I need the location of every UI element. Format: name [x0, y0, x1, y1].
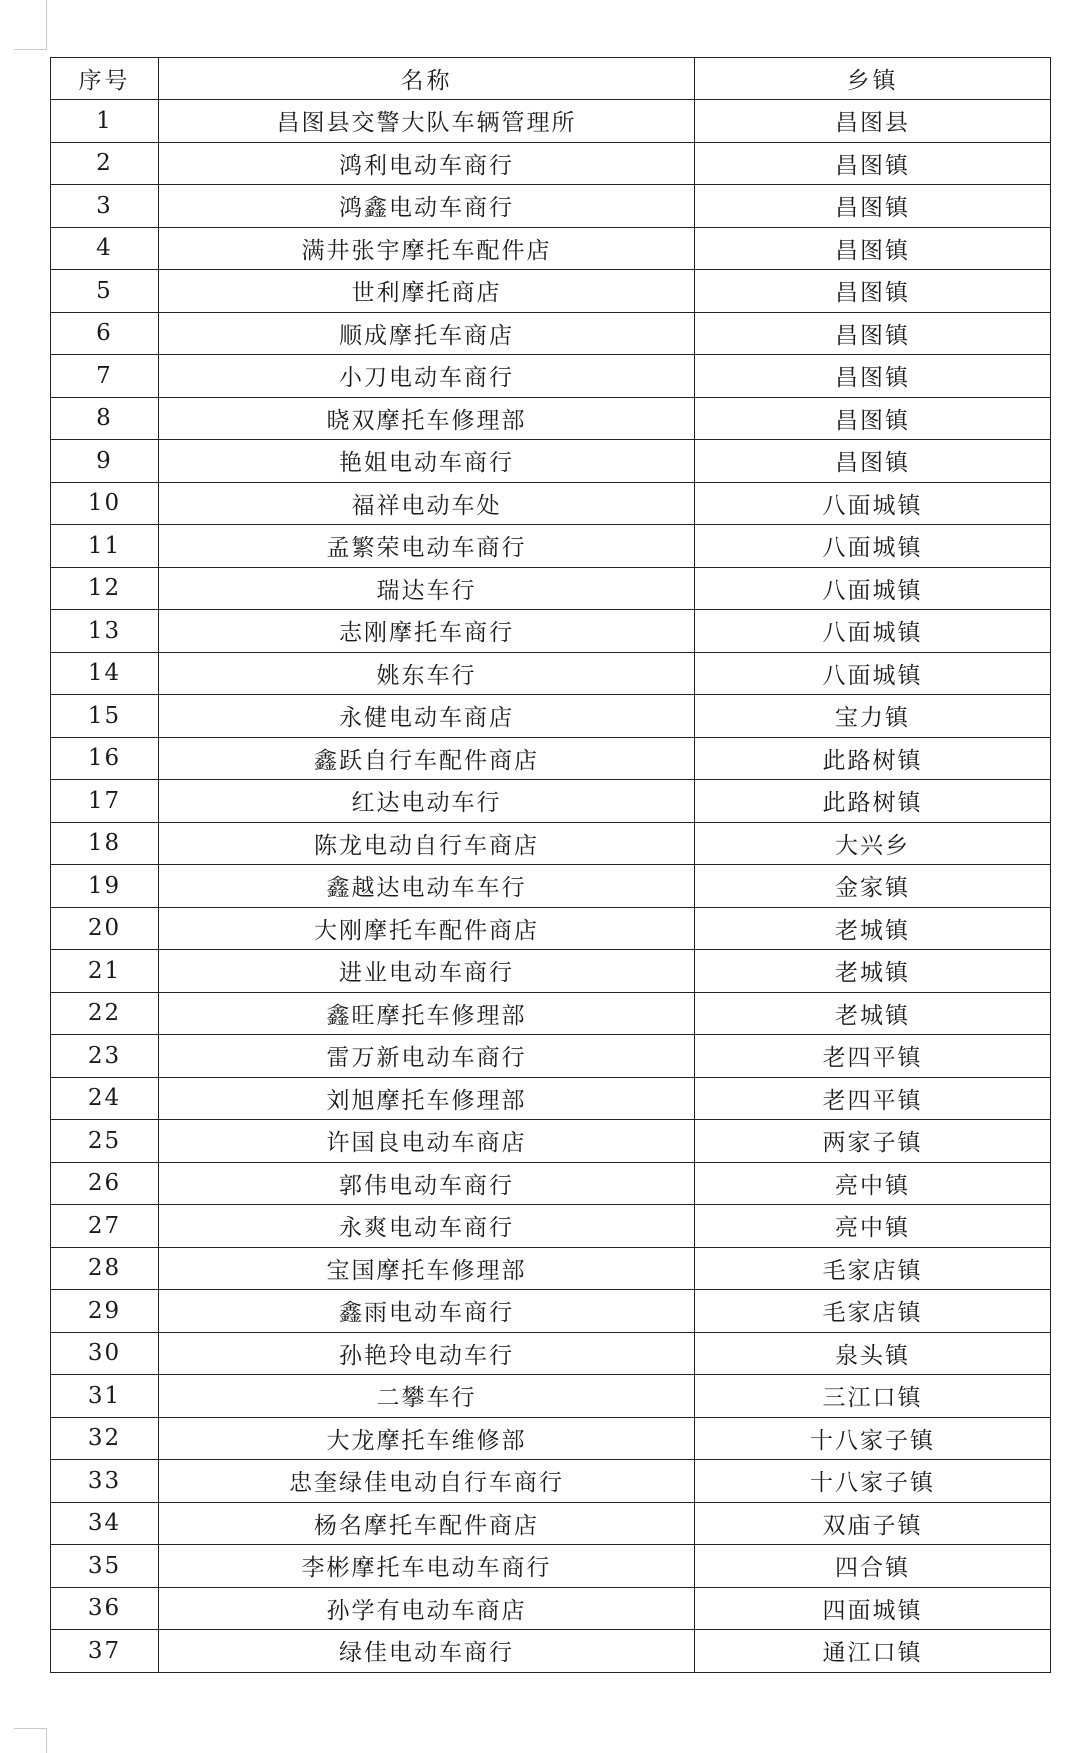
cell-no: 24 — [51, 1077, 159, 1120]
cell-name: 志刚摩托车商行 — [159, 610, 695, 653]
table-row — [51, 270, 1051, 313]
cell-town: 十八家子镇 — [695, 1417, 1051, 1460]
cell-name: 进业电动车商行 — [159, 950, 695, 993]
header-name: 名称 — [159, 58, 695, 100]
cell-no: 17 — [51, 780, 159, 823]
table-row — [51, 1077, 1051, 1120]
cell-town: 大兴乡 — [695, 822, 1051, 865]
cell-name: 大刚摩托车配件商店 — [159, 907, 695, 950]
table-row — [51, 865, 1051, 908]
cell-no: 28 — [51, 1247, 159, 1290]
table-row — [51, 482, 1051, 525]
table-row — [51, 227, 1051, 270]
cell-no: 7 — [51, 355, 159, 398]
cell-town: 三江口镇 — [695, 1375, 1051, 1418]
cell-town: 亮中镇 — [695, 1162, 1051, 1205]
table-row — [51, 1545, 1051, 1588]
cell-name: 鸿鑫电动车商行 — [159, 185, 695, 228]
table-row — [51, 1502, 1051, 1545]
cell-town: 八面城镇 — [695, 567, 1051, 610]
cell-town: 昌图镇 — [695, 227, 1051, 270]
cell-name: 刘旭摩托车修理部 — [159, 1077, 695, 1120]
cell-name: 艳姐电动车商行 — [159, 440, 695, 483]
cell-no: 11 — [51, 525, 159, 568]
cell-no: 30 — [51, 1332, 159, 1375]
cell-town: 两家子镇 — [695, 1120, 1051, 1163]
cell-no: 1 — [51, 100, 159, 143]
table-row — [51, 440, 1051, 483]
cell-name: 顺成摩托车商店 — [159, 312, 695, 355]
cell-no: 19 — [51, 865, 159, 908]
cell-name: 鑫越达电动车车行 — [159, 865, 695, 908]
cell-name: 鑫跃自行车配件商店 — [159, 737, 695, 780]
table-row — [51, 312, 1051, 355]
cell-town: 双庙子镇 — [695, 1502, 1051, 1545]
cell-town: 此路树镇 — [695, 780, 1051, 823]
cell-town: 四合镇 — [695, 1545, 1051, 1588]
table-row — [51, 1247, 1051, 1290]
cell-name: 孟繁荣电动车商行 — [159, 525, 695, 568]
cell-town: 老四平镇 — [695, 1077, 1051, 1120]
header-row — [51, 58, 1051, 100]
table-row — [51, 1205, 1051, 1248]
cell-town: 八面城镇 — [695, 652, 1051, 695]
table-row — [51, 1417, 1051, 1460]
cell-town: 亮中镇 — [695, 1205, 1051, 1248]
cell-town: 此路树镇 — [695, 737, 1051, 780]
cell-town: 昌图镇 — [695, 355, 1051, 398]
cell-name: 红达电动车行 — [159, 780, 695, 823]
cell-town: 昌图县 — [695, 100, 1051, 143]
cell-no: 31 — [51, 1375, 159, 1418]
cell-name: 福祥电动车处 — [159, 482, 695, 525]
cell-town: 毛家店镇 — [695, 1247, 1051, 1290]
cell-town: 宝力镇 — [695, 695, 1051, 738]
cell-town: 八面城镇 — [695, 610, 1051, 653]
cell-town: 昌图镇 — [695, 440, 1051, 483]
cell-town: 昌图镇 — [695, 270, 1051, 313]
cell-town: 昌图镇 — [695, 142, 1051, 185]
cell-town: 老四平镇 — [695, 1035, 1051, 1078]
cell-town: 八面城镇 — [695, 482, 1051, 525]
cell-name: 鸿利电动车商行 — [159, 142, 695, 185]
table-row — [51, 1162, 1051, 1205]
cell-no: 27 — [51, 1205, 159, 1248]
table-row — [51, 567, 1051, 610]
cell-name: 许国良电动车商店 — [159, 1120, 695, 1163]
cell-town: 昌图镇 — [695, 185, 1051, 228]
cell-no: 2 — [51, 142, 159, 185]
table-row — [51, 992, 1051, 1035]
cell-name: 陈龙电动自行车商店 — [159, 822, 695, 865]
cell-no: 6 — [51, 312, 159, 355]
table-row — [51, 780, 1051, 823]
cell-name: 世利摩托商店 — [159, 270, 695, 313]
header-no: 序号 — [51, 58, 159, 100]
cell-no: 33 — [51, 1460, 159, 1503]
cell-town: 昌图镇 — [695, 312, 1051, 355]
table-row — [51, 907, 1051, 950]
cell-name: 小刀电动车商行 — [159, 355, 695, 398]
table-row — [51, 695, 1051, 738]
cell-no: 14 — [51, 652, 159, 695]
cell-name: 忠奎绿佳电动自行车商行 — [159, 1460, 695, 1503]
table-row — [51, 355, 1051, 398]
cell-no: 12 — [51, 567, 159, 610]
cell-town: 昌图镇 — [695, 397, 1051, 440]
table-row — [51, 1587, 1051, 1630]
cell-town: 毛家店镇 — [695, 1290, 1051, 1333]
table-row — [51, 185, 1051, 228]
cell-name: 姚东车行 — [159, 652, 695, 695]
table-body — [51, 100, 1051, 1673]
table-row — [51, 652, 1051, 695]
cell-no: 18 — [51, 822, 159, 865]
table-header — [51, 58, 1051, 100]
store-table — [50, 57, 1051, 1673]
cell-name: 宝国摩托车修理部 — [159, 1247, 695, 1290]
cell-town: 金家镇 — [695, 865, 1051, 908]
cell-no: 37 — [51, 1630, 159, 1673]
table-row — [51, 1630, 1051, 1673]
table-row — [51, 1035, 1051, 1078]
table-row — [51, 100, 1051, 143]
cell-name: 大龙摩托车维修部 — [159, 1417, 695, 1460]
cell-town: 八面城镇 — [695, 525, 1051, 568]
cell-town: 十八家子镇 — [695, 1460, 1051, 1503]
cell-name: 李彬摩托车电动车商行 — [159, 1545, 695, 1588]
cell-name: 满井张宇摩托车配件店 — [159, 227, 695, 270]
table-row — [51, 1460, 1051, 1503]
table-row — [51, 950, 1051, 993]
cell-name: 杨名摩托车配件商店 — [159, 1502, 695, 1545]
cell-name: 昌图县交警大队车辆管理所 — [159, 100, 695, 143]
cell-no: 35 — [51, 1545, 159, 1588]
cell-name: 孙艳玲电动车行 — [159, 1332, 695, 1375]
table-row — [51, 610, 1051, 653]
cell-no: 15 — [51, 695, 159, 738]
cell-no: 16 — [51, 737, 159, 780]
cell-no: 20 — [51, 907, 159, 950]
table-row — [51, 1375, 1051, 1418]
crop-mark-bottom-left — [14, 1728, 47, 1753]
cell-town: 老城镇 — [695, 907, 1051, 950]
cell-name: 绿佳电动车商行 — [159, 1630, 695, 1673]
cell-no: 10 — [51, 482, 159, 525]
cell-name: 晓双摩托车修理部 — [159, 397, 695, 440]
cell-no: 21 — [51, 950, 159, 993]
cell-no: 32 — [51, 1417, 159, 1460]
table-row — [51, 1120, 1051, 1163]
cell-no: 26 — [51, 1162, 159, 1205]
cell-no: 23 — [51, 1035, 159, 1078]
cell-no: 36 — [51, 1587, 159, 1630]
cell-town: 泉头镇 — [695, 1332, 1051, 1375]
cell-no: 9 — [51, 440, 159, 483]
cell-name: 雷万新电动车商行 — [159, 1035, 695, 1078]
cell-town: 老城镇 — [695, 992, 1051, 1035]
cell-name: 永健电动车商店 — [159, 695, 695, 738]
table-row — [51, 397, 1051, 440]
table-row — [51, 1332, 1051, 1375]
cell-no: 25 — [51, 1120, 159, 1163]
cell-name: 永爽电动车商行 — [159, 1205, 695, 1248]
table-row — [51, 525, 1051, 568]
cell-no: 34 — [51, 1502, 159, 1545]
cell-town: 四面城镇 — [695, 1587, 1051, 1630]
cell-no: 4 — [51, 227, 159, 270]
cell-name: 二攀车行 — [159, 1375, 695, 1418]
cell-name: 鑫旺摩托车修理部 — [159, 992, 695, 1035]
cell-name: 瑞达车行 — [159, 567, 695, 610]
cell-no: 13 — [51, 610, 159, 653]
table-row — [51, 822, 1051, 865]
header-town: 乡镇 — [695, 58, 1051, 100]
table-row — [51, 1290, 1051, 1333]
cell-no: 5 — [51, 270, 159, 313]
table-row — [51, 142, 1051, 185]
cell-town: 通江口镇 — [695, 1630, 1051, 1673]
cell-no: 8 — [51, 397, 159, 440]
cell-no: 3 — [51, 185, 159, 228]
table-row — [51, 737, 1051, 780]
cell-no: 29 — [51, 1290, 159, 1333]
cell-name: 郭伟电动车商行 — [159, 1162, 695, 1205]
cell-name: 孙学有电动车商店 — [159, 1587, 695, 1630]
cell-town: 老城镇 — [695, 950, 1051, 993]
cell-no: 22 — [51, 992, 159, 1035]
cell-name: 鑫雨电动车商行 — [159, 1290, 695, 1333]
crop-mark-top-left — [14, 0, 47, 50]
